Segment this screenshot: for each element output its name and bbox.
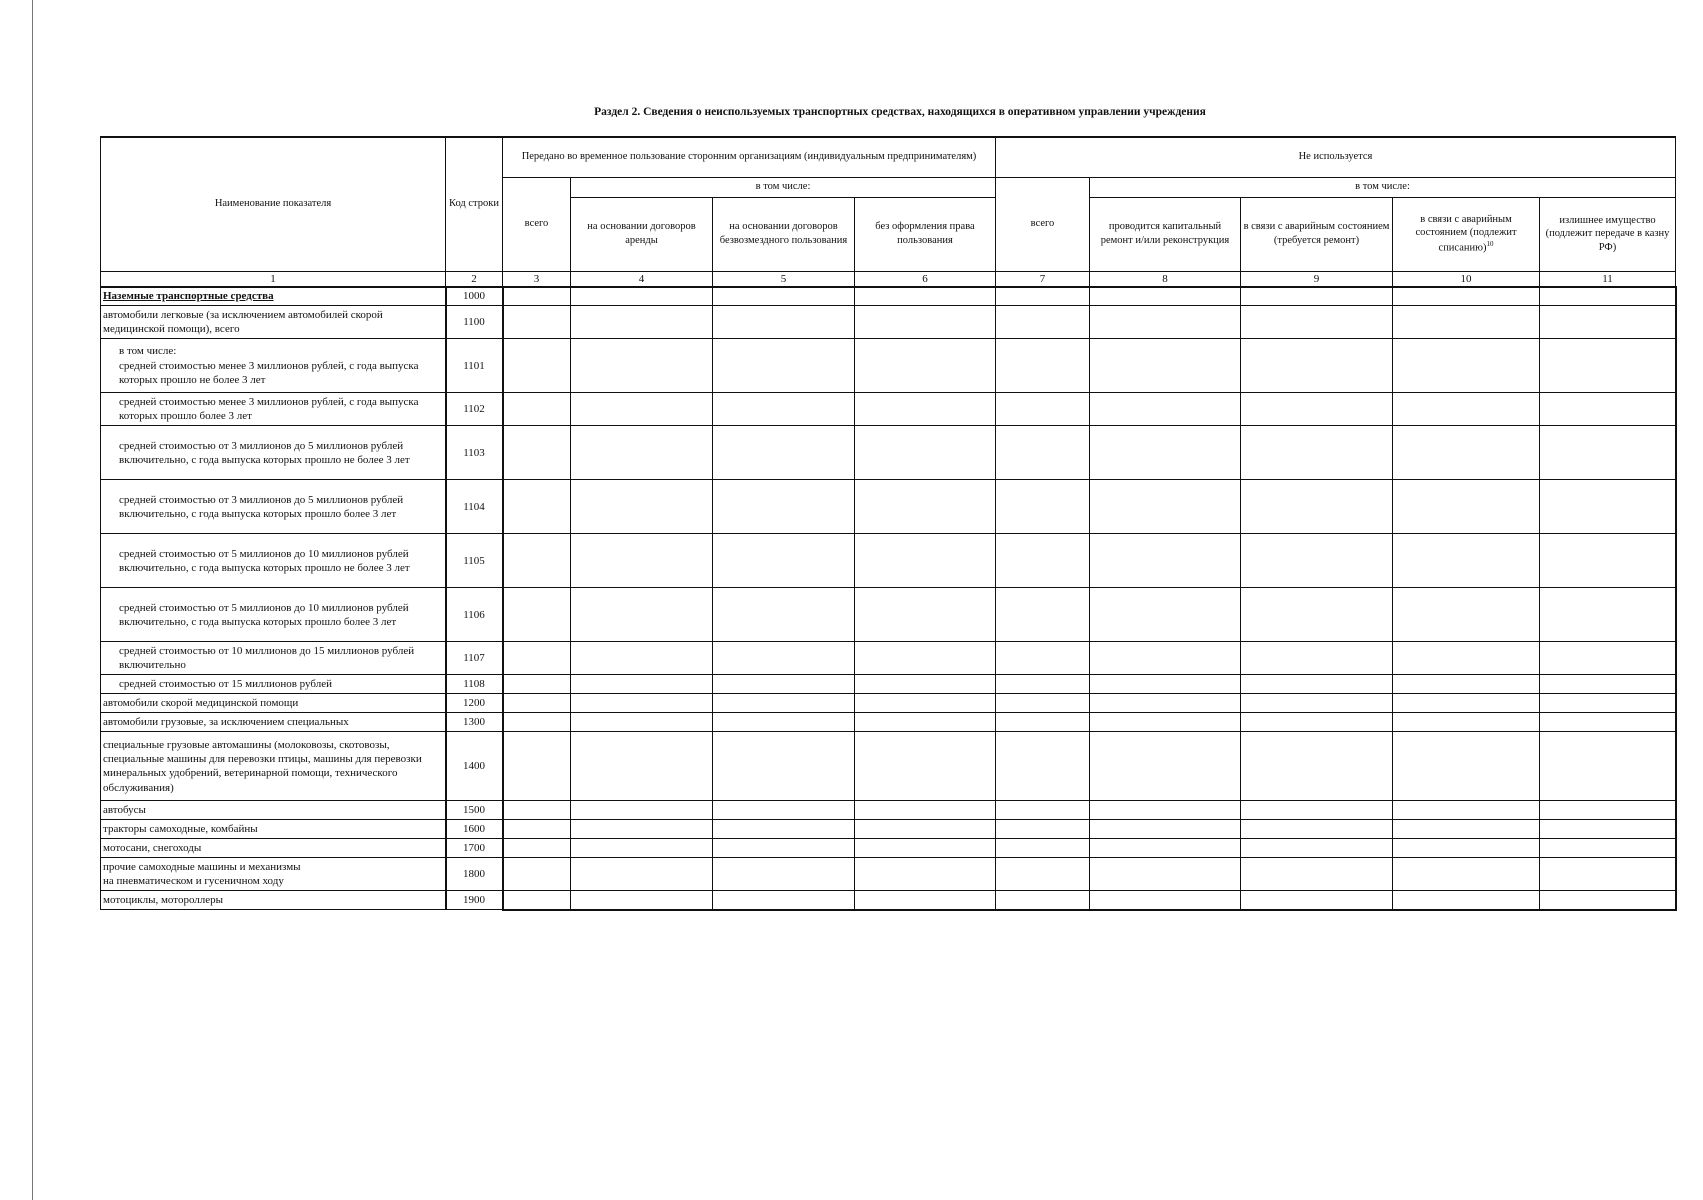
value-cell[interactable]	[1241, 732, 1393, 801]
row-name: средней стоимостью от 5 миллионов до 10 миллионов рублей включительно, с года выпуска которых прошло более 3 лет	[101, 588, 446, 642]
section-title: Раздел 2. Сведения о неиспользуемых транспортных средствах, находящихся в оперативном управлении учреждения	[594, 106, 1206, 118]
value-cell[interactable]	[713, 339, 855, 393]
value-cell[interactable]	[1090, 588, 1241, 642]
value-cell[interactable]	[1241, 588, 1393, 642]
header-lease: на основании договоров аренды	[571, 197, 713, 271]
value-cell[interactable]	[1540, 858, 1676, 891]
value-cell[interactable]	[503, 820, 571, 839]
value-cell[interactable]	[503, 588, 571, 642]
value-cell[interactable]	[503, 694, 571, 713]
row-name: автобусы	[101, 801, 446, 820]
value-cell[interactable]	[996, 891, 1090, 910]
table-row	[101, 393, 1676, 426]
value-cell[interactable]	[1540, 534, 1676, 588]
value-cell[interactable]	[503, 339, 571, 393]
row-code: 1106	[446, 588, 503, 642]
value-cell[interactable]	[713, 891, 855, 910]
row-name: прочие самоходные машины и механизмы на пневматическом и гусеничном ходу	[101, 858, 446, 891]
value-cell[interactable]	[1090, 858, 1241, 891]
value-cell[interactable]	[1393, 675, 1540, 694]
value-cell[interactable]	[503, 839, 571, 858]
column-number: 1	[101, 271, 446, 287]
value-cell[interactable]	[1540, 426, 1676, 480]
row-name: средней стоимостью от 5 миллионов до 10 миллионов рублей включительно, с года выпуска которых прошло не более 3 лет	[101, 534, 446, 588]
header-transferred-total: всего	[503, 177, 571, 271]
value-cell[interactable]	[713, 306, 855, 339]
table-row	[101, 801, 1676, 820]
value-cell[interactable]	[503, 480, 571, 534]
value-cell[interactable]	[1393, 891, 1540, 910]
header-no-rights: без оформления права пользования	[855, 197, 996, 271]
value-cell[interactable]	[713, 694, 855, 713]
value-cell[interactable]	[996, 588, 1090, 642]
value-cell[interactable]	[713, 642, 855, 675]
row-code: 1101	[446, 339, 503, 393]
value-cell[interactable]	[1241, 839, 1393, 858]
value-cell[interactable]	[855, 801, 996, 820]
value-cell[interactable]	[1540, 675, 1676, 694]
row-code: 1900	[446, 891, 503, 910]
column-number: 9	[1241, 271, 1393, 287]
column-number: 6	[855, 271, 996, 287]
row-code: 1100	[446, 306, 503, 339]
value-cell[interactable]	[855, 287, 996, 306]
value-cell[interactable]	[1241, 306, 1393, 339]
row-code: 1800	[446, 858, 503, 891]
value-cell[interactable]	[1090, 642, 1241, 675]
table-row	[101, 480, 1676, 534]
value-cell[interactable]	[996, 339, 1090, 393]
footnote-marker: 10	[1486, 240, 1494, 249]
row-name: средней стоимостью от 15 миллионов рублей	[101, 675, 446, 694]
row-name: мотосани, снегоходы	[101, 839, 446, 858]
value-cell[interactable]	[1540, 393, 1676, 426]
value-cell[interactable]	[503, 675, 571, 694]
header-not-used: Не используется	[996, 137, 1676, 177]
scan-margin-line	[32, 0, 33, 1200]
value-cell[interactable]	[1241, 480, 1393, 534]
value-cell[interactable]	[1393, 588, 1540, 642]
header-excess-property: излишнее имущество (подлежит передаче в казну РФ)	[1540, 197, 1676, 271]
value-cell[interactable]	[855, 858, 996, 891]
value-cell[interactable]	[571, 839, 713, 858]
row-code: 1300	[446, 713, 503, 732]
value-cell[interactable]	[1241, 820, 1393, 839]
value-cell[interactable]	[503, 732, 571, 801]
value-cell[interactable]	[713, 839, 855, 858]
value-cell[interactable]	[571, 393, 713, 426]
value-cell[interactable]	[855, 694, 996, 713]
value-cell[interactable]	[1393, 534, 1540, 588]
value-cell[interactable]	[503, 287, 571, 306]
value-cell[interactable]	[855, 339, 996, 393]
value-cell[interactable]	[1540, 588, 1676, 642]
value-cell[interactable]	[1393, 732, 1540, 801]
header-free-use: на основании договоров безвозмездного пользования	[713, 197, 855, 271]
vehicles-table	[100, 136, 1677, 911]
value-cell[interactable]	[571, 339, 713, 393]
column-number: 2	[446, 271, 503, 287]
value-cell[interactable]	[1393, 839, 1540, 858]
value-cell[interactable]	[1241, 675, 1393, 694]
value-cell[interactable]	[855, 393, 996, 426]
value-cell[interactable]	[996, 839, 1090, 858]
table-row	[101, 732, 1676, 801]
value-cell[interactable]	[713, 588, 855, 642]
value-cell[interactable]	[503, 891, 571, 910]
value-cell[interactable]	[1540, 801, 1676, 820]
value-cell[interactable]	[1540, 713, 1676, 732]
header-emergency-writeoff	[1393, 197, 1540, 271]
column-number: 3	[503, 271, 571, 287]
value-cell[interactable]	[713, 534, 855, 588]
table-row	[101, 675, 1676, 694]
table-row	[101, 891, 1676, 910]
table-row	[101, 642, 1676, 675]
value-cell[interactable]	[571, 588, 713, 642]
table-row	[101, 306, 1676, 339]
value-cell[interactable]	[1393, 801, 1540, 820]
row-name: тракторы самоходные, комбайны	[101, 820, 446, 839]
value-cell[interactable]	[1393, 713, 1540, 732]
value-cell[interactable]	[1090, 732, 1241, 801]
column-number: 10	[1393, 271, 1540, 287]
table-row	[101, 694, 1676, 713]
value-cell[interactable]	[571, 287, 713, 306]
value-cell[interactable]	[1393, 339, 1540, 393]
header-capital-repair: проводится капитальный ремонт и/или реконструкция	[1090, 197, 1241, 271]
value-cell[interactable]	[1241, 534, 1393, 588]
value-cell[interactable]	[1090, 426, 1241, 480]
table-row	[101, 339, 1676, 393]
row-code: 1105	[446, 534, 503, 588]
column-number: 8	[1090, 271, 1241, 287]
row-code: 1600	[446, 820, 503, 839]
value-cell[interactable]	[503, 801, 571, 820]
value-cell[interactable]	[1540, 339, 1676, 393]
row-name: средней стоимостью от 3 миллионов до 5 миллионов рублей включительно, с года выпуска которых прошло более 3 лет	[101, 480, 446, 534]
header-transferred-including: в том числе:	[571, 177, 996, 197]
row-code: 1400	[446, 732, 503, 801]
value-cell[interactable]	[855, 534, 996, 588]
value-cell[interactable]	[996, 393, 1090, 426]
value-cell[interactable]	[1090, 820, 1241, 839]
value-cell[interactable]	[1241, 339, 1393, 393]
value-cell[interactable]	[855, 713, 996, 732]
value-cell[interactable]	[996, 820, 1090, 839]
column-number: 5	[713, 271, 855, 287]
row-name: в том числе: средней стоимостью менее 3 миллионов рублей, с года выпуска которых прошло не более 3 лет	[101, 339, 446, 393]
row-name: автомобили скорой медицинской помощи	[101, 694, 446, 713]
value-cell[interactable]	[571, 732, 713, 801]
value-cell[interactable]	[1393, 306, 1540, 339]
header-name: Наименование показателя	[101, 137, 446, 271]
row-code: 1000	[446, 287, 503, 306]
value-cell[interactable]	[855, 642, 996, 675]
value-cell[interactable]	[713, 732, 855, 801]
value-cell[interactable]	[996, 480, 1090, 534]
value-cell[interactable]	[855, 426, 996, 480]
value-cell[interactable]	[571, 642, 713, 675]
value-cell[interactable]	[1540, 820, 1676, 839]
value-cell[interactable]	[855, 732, 996, 801]
value-cell[interactable]	[571, 426, 713, 480]
row-code: 1103	[446, 426, 503, 480]
value-cell[interactable]	[996, 858, 1090, 891]
value-cell[interactable]	[1090, 675, 1241, 694]
value-cell[interactable]	[713, 801, 855, 820]
value-cell[interactable]	[996, 426, 1090, 480]
value-cell[interactable]	[1393, 393, 1540, 426]
value-cell[interactable]	[503, 393, 571, 426]
header-not-used-including: в том числе:	[1090, 177, 1676, 197]
row-name: специальные грузовые автомашины (молоковозы, скотовозы, специальные машины для перевозки птицы, машины для перевозки минеральных удобрений, ветеринарной помощи, технического обслуживания)	[101, 732, 446, 801]
value-cell[interactable]	[996, 713, 1090, 732]
row-code: 1500	[446, 801, 503, 820]
value-cell[interactable]	[1241, 694, 1393, 713]
header-transferred: Передано во временное пользование сторонним организациям (индивидуальным предпринимателям)	[503, 137, 996, 177]
value-cell[interactable]	[1090, 534, 1241, 588]
value-cell[interactable]	[996, 732, 1090, 801]
value-cell[interactable]	[503, 426, 571, 480]
header-emergency-repair: в связи с аварийным состоянием (требуется ремонт)	[1241, 197, 1393, 271]
value-cell[interactable]	[571, 306, 713, 339]
value-cell[interactable]	[1540, 891, 1676, 910]
value-cell[interactable]	[713, 393, 855, 426]
row-code: 1102	[446, 393, 503, 426]
value-cell[interactable]	[1090, 287, 1241, 306]
value-cell[interactable]	[855, 480, 996, 534]
value-cell[interactable]	[1393, 858, 1540, 891]
table-row	[101, 287, 1676, 306]
value-cell[interactable]	[1540, 694, 1676, 713]
value-cell[interactable]	[503, 713, 571, 732]
value-cell[interactable]	[571, 858, 713, 891]
table-row	[101, 713, 1676, 732]
value-cell[interactable]	[1090, 891, 1241, 910]
value-cell[interactable]	[571, 675, 713, 694]
value-cell[interactable]	[855, 675, 996, 694]
column-numbers-row	[101, 271, 1676, 287]
table-row	[101, 839, 1676, 858]
header-not-used-total: всего	[996, 177, 1090, 271]
value-cell[interactable]	[1540, 839, 1676, 858]
header-emergency-writeoff-text: в связи с аварийным состоянием (подлежит списанию)	[1415, 213, 1517, 254]
value-cell[interactable]	[571, 694, 713, 713]
value-cell[interactable]	[1090, 713, 1241, 732]
table-row	[101, 858, 1676, 891]
value-cell[interactable]	[1090, 306, 1241, 339]
value-cell[interactable]	[713, 713, 855, 732]
value-cell[interactable]	[571, 713, 713, 732]
table-row	[101, 426, 1676, 480]
value-cell[interactable]	[996, 287, 1090, 306]
row-code: 1107	[446, 642, 503, 675]
value-cell[interactable]	[1241, 287, 1393, 306]
value-cell[interactable]	[571, 534, 713, 588]
value-cell[interactable]	[713, 858, 855, 891]
value-cell[interactable]	[996, 694, 1090, 713]
value-cell[interactable]	[503, 306, 571, 339]
value-cell[interactable]	[1393, 287, 1540, 306]
row-code: 1200	[446, 694, 503, 713]
row-name: автомобили легковые (за исключением автомобилей скорой медицинской помощи), всего	[101, 306, 446, 339]
value-cell[interactable]	[996, 534, 1090, 588]
value-cell[interactable]	[1090, 393, 1241, 426]
value-cell[interactable]	[1393, 642, 1540, 675]
value-cell[interactable]	[855, 891, 996, 910]
value-cell[interactable]	[1241, 713, 1393, 732]
value-cell[interactable]	[855, 839, 996, 858]
value-cell[interactable]	[855, 306, 996, 339]
row-name: мотоциклы, мотороллеры	[101, 891, 446, 910]
table-row	[101, 820, 1676, 839]
row-code: 1104	[446, 480, 503, 534]
value-cell[interactable]	[1393, 694, 1540, 713]
row-name: средней стоимостью от 10 миллионов до 15 миллионов рублей включительно	[101, 642, 446, 675]
row-name: автомобили грузовые, за исключением специальных	[101, 713, 446, 732]
value-cell[interactable]	[713, 675, 855, 694]
value-cell[interactable]	[1090, 801, 1241, 820]
value-cell[interactable]	[855, 820, 996, 839]
value-cell[interactable]	[1393, 820, 1540, 839]
value-cell[interactable]	[1241, 891, 1393, 910]
value-cell[interactable]	[1540, 306, 1676, 339]
value-cell[interactable]	[1241, 426, 1393, 480]
row-code: 1700	[446, 839, 503, 858]
value-cell[interactable]	[996, 801, 1090, 820]
value-cell[interactable]	[713, 480, 855, 534]
value-cell[interactable]	[855, 588, 996, 642]
value-cell[interactable]	[571, 820, 713, 839]
value-cell[interactable]	[1241, 858, 1393, 891]
value-cell[interactable]	[996, 642, 1090, 675]
header-code: Код строки	[446, 137, 503, 271]
value-cell[interactable]	[1090, 339, 1241, 393]
value-cell[interactable]	[503, 642, 571, 675]
value-cell[interactable]	[1393, 480, 1540, 534]
value-cell[interactable]	[1540, 480, 1676, 534]
value-cell[interactable]	[1241, 801, 1393, 820]
value-cell[interactable]	[1241, 642, 1393, 675]
value-cell[interactable]	[571, 480, 713, 534]
column-number: 11	[1540, 271, 1676, 287]
row-name: средней стоимостью от 3 миллионов до 5 миллионов рублей включительно, с года выпуска которых прошло не более 3 лет	[101, 426, 446, 480]
table-row	[101, 534, 1676, 588]
value-cell[interactable]	[713, 426, 855, 480]
value-cell[interactable]	[1090, 839, 1241, 858]
row-name: средней стоимостью менее 3 миллионов рублей, с года выпуска которых прошло более 3 лет	[101, 393, 446, 426]
value-cell[interactable]	[1241, 393, 1393, 426]
value-cell[interactable]	[1540, 732, 1676, 801]
value-cell[interactable]	[713, 287, 855, 306]
value-cell[interactable]	[1090, 480, 1241, 534]
value-cell[interactable]	[503, 534, 571, 588]
row-code: 1108	[446, 675, 503, 694]
value-cell[interactable]	[503, 858, 571, 891]
value-cell[interactable]	[571, 801, 713, 820]
table-row	[101, 588, 1676, 642]
value-cell[interactable]	[1090, 694, 1241, 713]
column-number: 7	[996, 271, 1090, 287]
value-cell[interactable]	[713, 820, 855, 839]
value-cell[interactable]	[996, 675, 1090, 694]
value-cell[interactable]	[1540, 287, 1676, 306]
value-cell[interactable]	[1540, 642, 1676, 675]
row-name: Наземные транспортные средства	[101, 287, 446, 306]
value-cell[interactable]	[571, 891, 713, 910]
value-cell[interactable]	[996, 306, 1090, 339]
value-cell[interactable]	[1393, 426, 1540, 480]
column-number: 4	[571, 271, 713, 287]
